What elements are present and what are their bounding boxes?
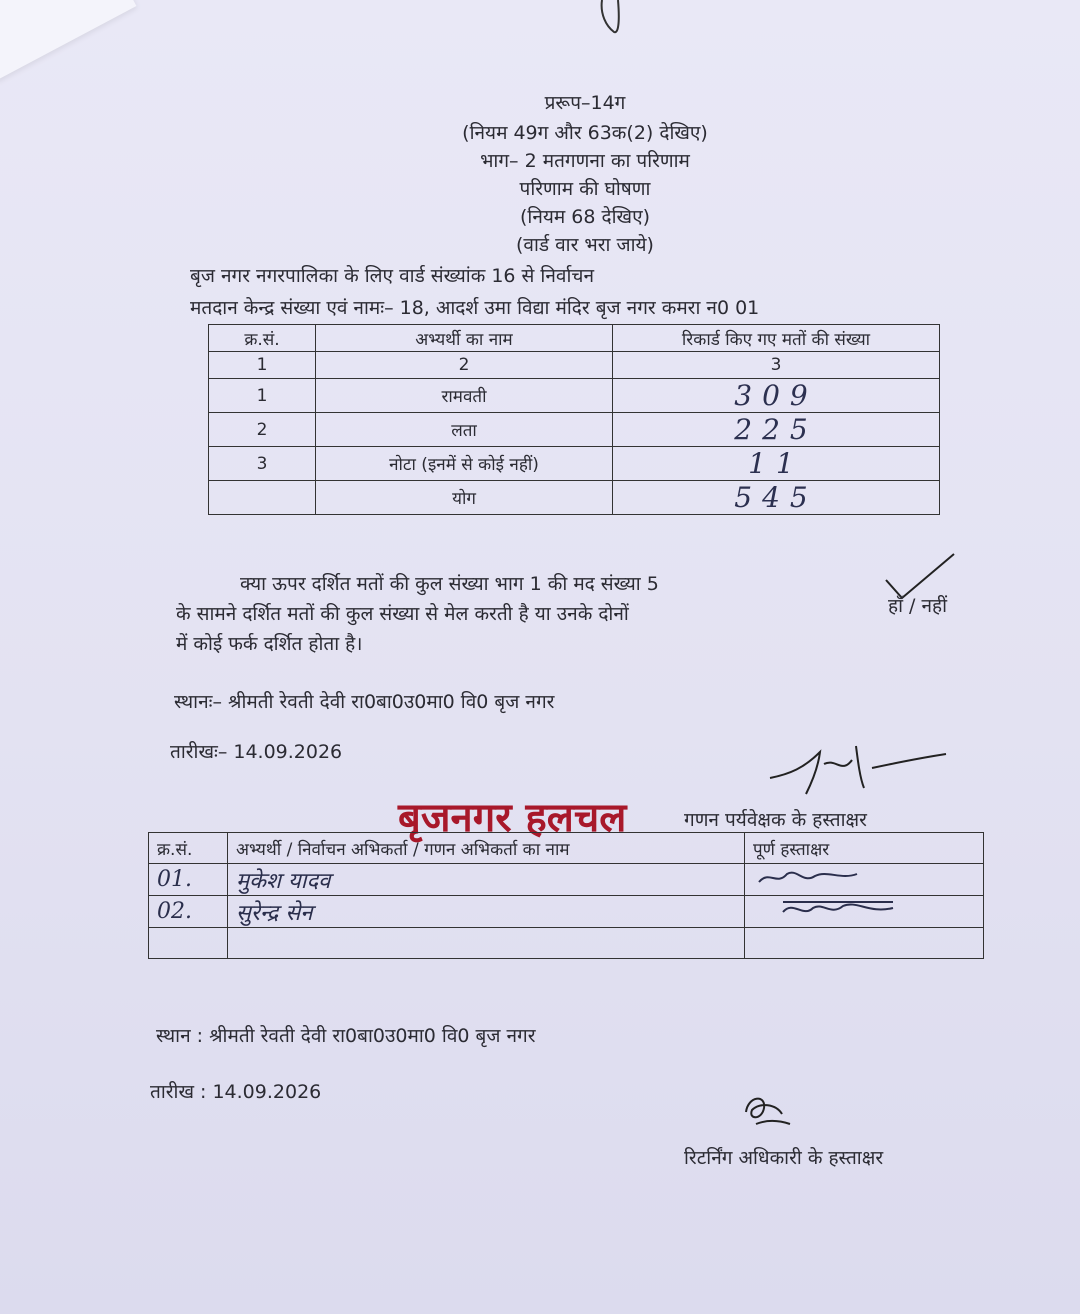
place-2: स्थान : श्रीमती रेवती देवी रा0बा0उ0मा0 वि0 बृज नगर bbox=[156, 1025, 536, 1047]
returning-officer-signature bbox=[736, 1090, 796, 1134]
folded-corner bbox=[0, 0, 136, 81]
agent-signature bbox=[745, 864, 984, 896]
part-title: भाग– 2 मतगणना का परिणाम bbox=[480, 150, 690, 172]
agent-sno: 02. bbox=[149, 896, 228, 928]
agents-table bbox=[148, 832, 984, 959]
place-1: स्थानः– श्रीमती रेवती देवी रा0बा0उ0मा0 वि0 बृज नगर bbox=[174, 691, 555, 713]
table-row bbox=[209, 379, 940, 413]
answer-options: हाँ / नहीं bbox=[888, 595, 948, 617]
intro-line-1: बृज नगर नगरपालिका के लिए वार्ड संख्यांक 16 से निर्वाचन bbox=[190, 265, 594, 287]
row-votes: 11 bbox=[613, 447, 940, 481]
empty-cell bbox=[745, 928, 984, 959]
date-1: तारीखः– 14.09.2026 bbox=[170, 741, 343, 763]
row-votes: 225 bbox=[613, 413, 940, 447]
agent-name: मुकेश यादव bbox=[228, 864, 745, 896]
supervisor-signature-label: गणन पर्यवेक्षक के हस्ताक्षर bbox=[684, 809, 867, 831]
agents-header-row bbox=[149, 833, 984, 864]
total-votes: 545 bbox=[613, 481, 940, 515]
intro-line-2: मतदान केन्द्र संख्या एवं नामः– 18, आदर्श उमा विद्या मंदिर बृज नगर कमरा न0 01 bbox=[190, 297, 760, 319]
header-sno: क्र.सं. bbox=[209, 325, 316, 352]
col-number: 2 bbox=[316, 352, 613, 379]
row-sno: 2 bbox=[209, 413, 316, 447]
row-votes: 309 bbox=[613, 379, 940, 413]
empty-cell bbox=[228, 928, 745, 959]
header-candidate: अभ्यर्थी का नाम bbox=[316, 325, 613, 352]
question-line-3: में कोई फर्क दर्शित होता है। bbox=[176, 633, 363, 655]
table-header-row bbox=[209, 325, 940, 352]
agent-1-signature bbox=[753, 864, 863, 890]
question-line-2: के सामने दर्शित मतों की कुल संख्या से मेल करती है या उनके दोनों bbox=[176, 603, 629, 625]
col-number: 1 bbox=[209, 352, 316, 379]
table-row-empty bbox=[149, 928, 984, 959]
table-row bbox=[149, 864, 984, 896]
rules-reference: (नियम 49ग और 63क(2) देखिए) bbox=[462, 122, 708, 144]
total-sno-empty bbox=[209, 481, 316, 515]
empty-cell bbox=[149, 928, 228, 959]
returning-officer-signature-label: रिटर्निंग अधिकारी के हस्ताक्षर bbox=[684, 1147, 884, 1169]
total-row bbox=[209, 481, 940, 515]
agents-header-signature: पूर्ण हस्ताक्षर bbox=[745, 833, 984, 864]
results-table bbox=[208, 324, 940, 515]
supervisor-signature bbox=[760, 738, 950, 800]
row-candidate: नोटा (इनमें से कोई नहीं) bbox=[316, 447, 613, 481]
header-votes: रिकार्ड किए गए मतों की संख्या bbox=[613, 325, 940, 352]
row-sno: 1 bbox=[209, 379, 316, 413]
agent-signature bbox=[745, 896, 984, 928]
table-row bbox=[209, 447, 940, 481]
row-candidate: रामवती bbox=[316, 379, 613, 413]
column-number-row bbox=[209, 352, 940, 379]
agents-header-sno: क्र.सं. bbox=[149, 833, 228, 864]
agent-2-signature bbox=[753, 896, 903, 922]
newspaper-watermark: बृजनगर हलचल bbox=[398, 795, 627, 841]
question-line-1: क्या ऊपर दर्शित मतों की कुल संख्या भाग 1 की मद संख्या 5 bbox=[240, 573, 659, 595]
declaration-title: परिणाम की घोषणा bbox=[519, 178, 651, 200]
agents-header-name: अभ्यर्थी / निर्वाचन अभिकर्ता / गणन अभिकर्ता का नाम bbox=[228, 833, 745, 864]
total-label: योग bbox=[316, 481, 613, 515]
date-2: तारीख : 14.09.2026 bbox=[150, 1081, 322, 1103]
row-candidate: लता bbox=[316, 413, 613, 447]
row-sno: 3 bbox=[209, 447, 316, 481]
rule-68-ref: (नियम 68 देखिए) bbox=[520, 206, 650, 228]
agent-sno: 01. bbox=[149, 864, 228, 896]
pen-mark bbox=[596, 0, 624, 36]
table-row bbox=[209, 413, 940, 447]
ward-note: (वार्ड वार भरा जाये) bbox=[516, 234, 654, 256]
col-number: 3 bbox=[613, 352, 940, 379]
form-number: प्ररूप–14ग bbox=[544, 92, 626, 114]
table-row bbox=[149, 896, 984, 928]
agent-name: सुरेन्द्र सेन bbox=[228, 896, 745, 928]
